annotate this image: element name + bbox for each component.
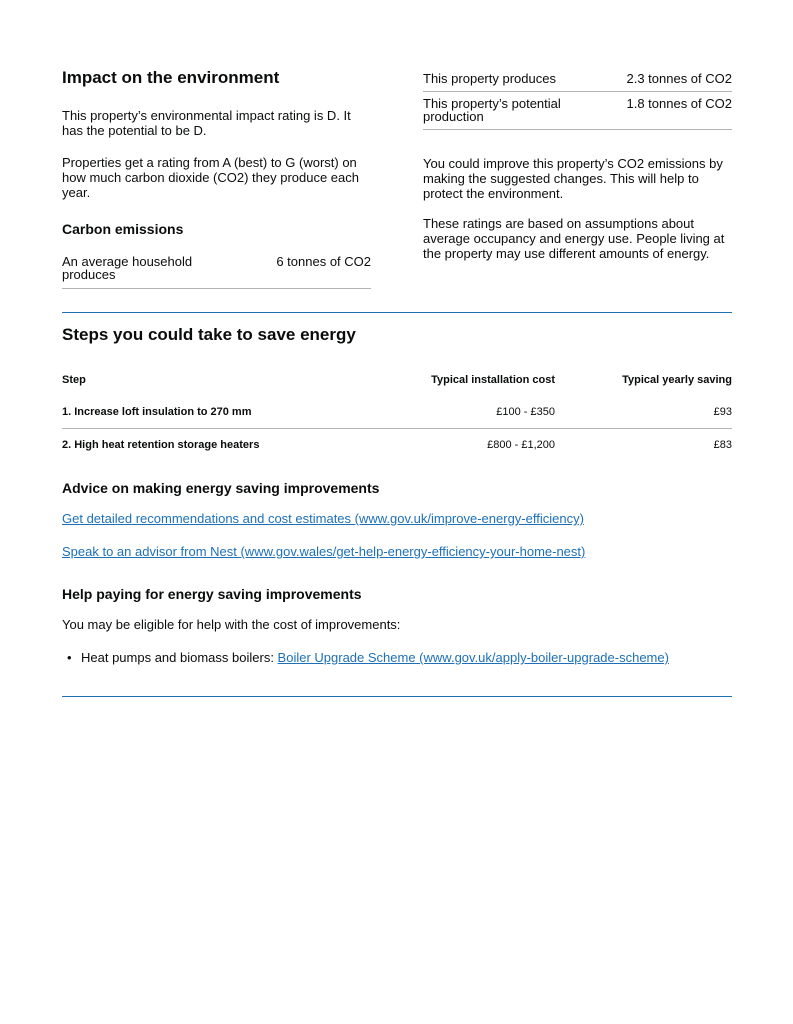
header-saving: Typical yearly saving: [622, 374, 732, 386]
average-household-value: 6 tonnes of CO2: [276, 254, 371, 269]
steps-title: Steps you could take to save energy: [62, 325, 356, 344]
help-heading: Help paying for energy saving improvements: [62, 586, 362, 602]
potential-production-value: 1.8 tonnes of CO2: [626, 96, 732, 111]
rating-text: This property’s environmental impact rating is D. It has the potential to be D.: [62, 108, 351, 138]
average-household-label: An average household produces: [62, 254, 193, 282]
bullet-prefix: Heat pumps and biomass boilers:: [81, 650, 278, 665]
step-cost: £800 - £1,200: [487, 439, 555, 451]
table-header-row: [62, 374, 732, 396]
advice-heading: Advice on making energy saving improvements: [62, 480, 380, 496]
environment-title: Impact on the environment: [62, 68, 280, 87]
assumptions-text: These ratings are based on assumptions about average occupancy and energy use. People living at the property may use different amounts of energy.: [423, 216, 725, 261]
environment-right-column: [423, 72, 732, 261]
property-produces-label: This property produces: [423, 71, 556, 86]
step-saving: £83: [713, 439, 732, 451]
steps-section: [62, 325, 732, 345]
step-name: 2. High heat retention storage heaters: [62, 439, 260, 451]
steps-table: [62, 374, 732, 461]
recommendations-link[interactable]: Get detailed recommendations and cost estimates (www.gov.uk/improve-energy-efficiency): [62, 511, 584, 526]
environment-left-column: [62, 68, 371, 289]
average-household-row: [62, 255, 371, 289]
step-cost: £100 - £350: [496, 406, 555, 418]
step-name: 1. Increase loft insulation to 270 mm: [62, 406, 252, 418]
property-produces-value: 2.3 tonnes of CO2: [626, 71, 732, 86]
boiler-upgrade-link[interactable]: Boiler Upgrade Scheme (www.gov.uk/apply-boiler-upgrade-scheme): [277, 650, 669, 665]
section-divider: [62, 312, 732, 313]
header-cost: Typical installation cost: [431, 374, 555, 386]
environment-section: [62, 68, 732, 308]
carbon-emissions-heading: Carbon emissions: [62, 221, 184, 237]
scale-text: Properties get a rating from A (best) to G (worst) on how much carbon dioxide (CO2) they produce each year.: [62, 155, 359, 200]
nest-advisor-link[interactable]: Speak to an advisor from Nest (www.gov.wales/get-help-energy-efficiency-your-home-nest): [62, 544, 586, 559]
bullet-icon: •: [67, 650, 72, 665]
section-divider: [62, 696, 732, 697]
help-intro: You may be eligible for help with the cost of improvements:: [62, 617, 401, 632]
property-produces-row: [423, 72, 732, 92]
step-saving: £93: [713, 406, 732, 418]
improve-text: You could improve this property’s CO2 emissions by making the suggested changes. This will help to protect the environment.: [423, 156, 723, 201]
header-step: Step: [62, 374, 86, 386]
table-row: [62, 396, 732, 429]
table-row: [62, 429, 732, 461]
potential-production-row: [423, 92, 732, 130]
list-item-text: [81, 650, 669, 665]
potential-production-label: This property’s potential production: [423, 96, 561, 124]
